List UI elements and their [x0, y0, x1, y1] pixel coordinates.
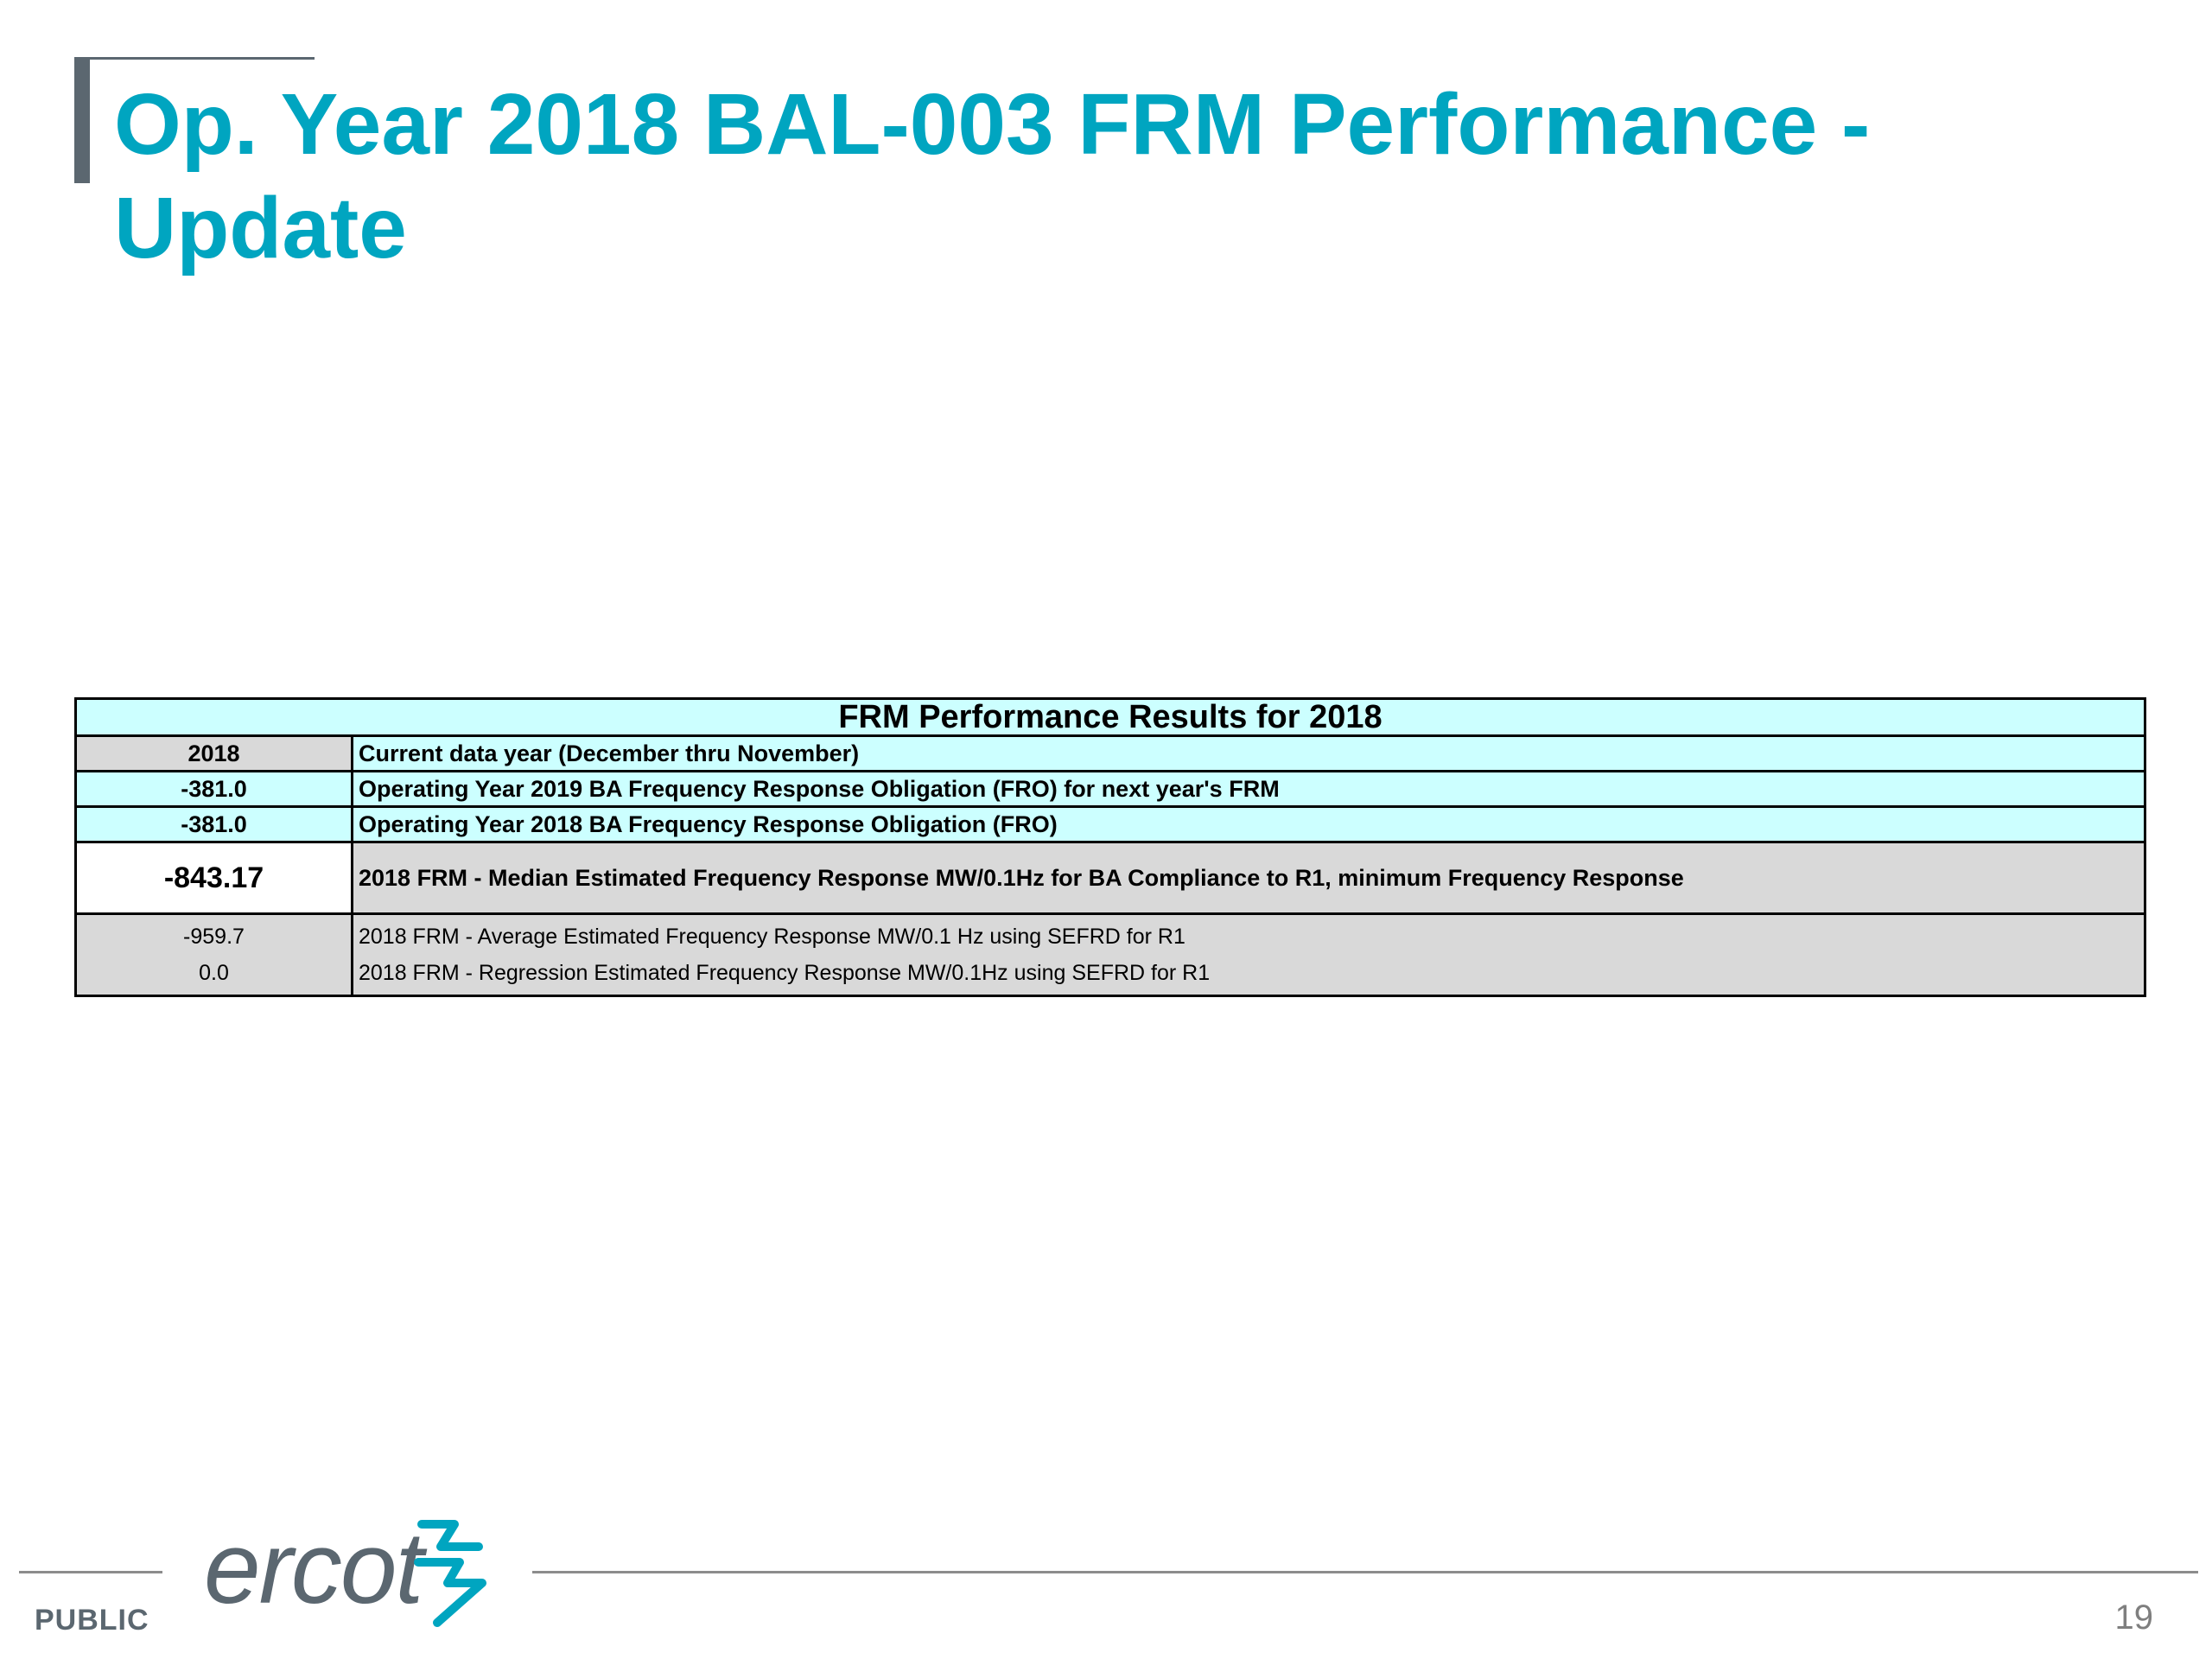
median-value: -843.17	[76, 842, 353, 914]
table-row-estimates	[76, 914, 2145, 996]
table-row	[76, 807, 2145, 842]
row-value: 2018	[76, 736, 353, 772]
logo-wordmark: ercot	[204, 1511, 423, 1625]
title-accent-bar	[74, 57, 90, 183]
median-description: 2018 FRM - Median Estimated Frequency Response MW/0.1Hz for BA Compliance to R1, minimum Frequency Response	[353, 842, 2145, 914]
estimate-values	[76, 914, 353, 996]
classification-label: PUBLIC	[35, 1604, 149, 1637]
row-description: Operating Year 2018 BA Frequency Response Obligation (FRO)	[353, 807, 2145, 842]
table-row-median	[76, 842, 2145, 914]
table-header-row	[76, 699, 2145, 736]
estimate-descriptions	[353, 914, 2145, 996]
average-description: 2018 FRM - Average Estimated Frequency Response MW/0.1 Hz using SEFRD for R1	[359, 925, 1185, 949]
regression-description: 2018 FRM - Regression Estimated Frequency Response MW/0.1Hz using SEFRD for R1	[359, 961, 1211, 985]
lightning-bolt-icon	[403, 1516, 498, 1628]
regression-value: 0.0	[199, 961, 229, 985]
row-description: Operating Year 2019 BA Frequency Response Obligation (FRO) for next year's FRM	[353, 772, 2145, 807]
page-number: 19	[2114, 1599, 2153, 1637]
footer-divider-right	[532, 1571, 2198, 1573]
frm-performance-table	[74, 697, 2146, 997]
footer-divider-left	[19, 1571, 162, 1573]
table-header: FRM Performance Results for 2018	[76, 699, 2145, 736]
row-value: -381.0	[76, 772, 353, 807]
table-row	[76, 736, 2145, 772]
slide-title: Op. Year 2018 BAL-003 FRM Performance - Update	[114, 76, 1871, 276]
row-value: -381.0	[76, 807, 353, 842]
table-row	[76, 772, 2145, 807]
ercot-logo	[204, 1512, 498, 1633]
row-description: Current data year (December thru November)	[353, 736, 2145, 772]
title-accent-rule	[74, 57, 315, 60]
average-value: -959.7	[183, 925, 245, 949]
